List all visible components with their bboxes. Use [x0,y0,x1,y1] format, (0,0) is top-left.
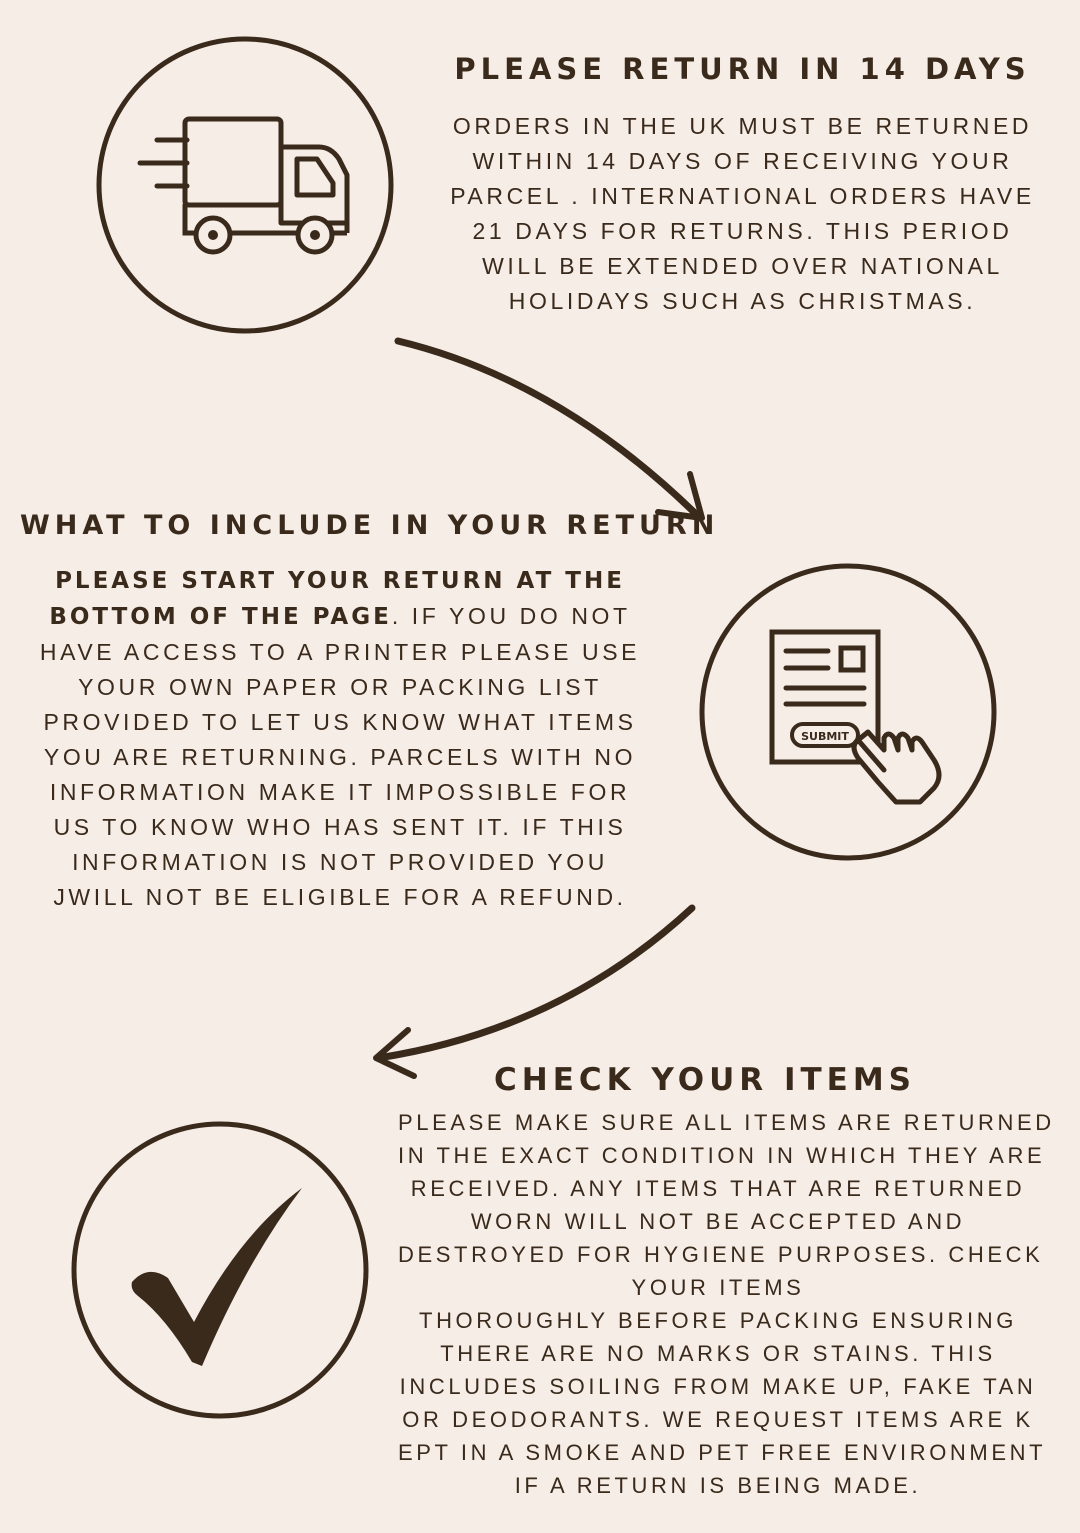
text-line: THOROUGHLY BEFORE PACKING ENSURING [419,1308,1017,1333]
what-to-include-title: WHAT TO INCLUDE IN YOUR RETURN [20,510,720,541]
text-line: PLEASE MAKE SURE ALL ITEMS ARE RETURNED [398,1110,1055,1135]
text-line: OR DEODORANTS. WE REQUEST ITEMS ARE K [402,1407,1034,1432]
text-line: YOU ARE RETURNING. PARCELS WITH NO [43,744,637,770]
text-line: YOUR ITEMS [631,1275,805,1300]
submit-button-label: SUBMIT [801,730,849,743]
text-line: HAVE ACCESS TO A PRINTER PLEASE USE [39,639,641,665]
text-line: . IF YOU DO NOT [391,603,631,629]
text-line: JWILL NOT BE ELIGIBLE FOR A REFUND. [53,884,627,910]
text-line: ORDERS IN THE UK MUST BE RETURNED [452,113,1033,139]
text-line: WILL BE EXTENDED OVER NATIONAL [482,253,1003,279]
return-window-text [440,109,1045,319]
bold-instruction-1: PLEASE START YOUR RETURN AT THE [55,568,625,594]
text-line: WORN WILL NOT BE ACCEPTED AND [470,1209,966,1234]
text-line: INCLUDES SOILING FROM MAKE UP, FAKE TAN [399,1374,1037,1399]
text-line: PROVIDED TO LET US KNOW WHAT ITEMS [43,709,637,735]
text-line: IN THE EXACT CONDITION IN WHICH THEY ARE [398,1143,1046,1168]
text-line: IF A RETURN IS BEING MADE. [514,1473,922,1498]
form-submit-icon [698,562,998,862]
text-line: INFORMATION MAKE IT IMPOSSIBLE FOR [49,779,631,805]
text-line: 21 DAYS FOR RETURNS. THIS PERIOD [472,218,1013,244]
text-line: EPT IN A SMOKE AND PET FREE ENVIRONMENT [398,1440,1047,1465]
checkmark-icon [70,1122,370,1422]
text-line: WITHIN 14 DAYS OF RECEIVING YOUR [472,148,1013,174]
text-line: RECEIVED. ANY ITEMS THAT ARE RETURNED [410,1176,1026,1201]
what-to-include-text [20,563,660,915]
text-line: THERE ARE NO MARKS OR STAINS. THIS [440,1341,996,1366]
text-line: US TO KNOW WHO HAS SENT IT. IF THIS [53,814,627,840]
text-line: HOLIDAYS SUCH AS CHRISTMAS. [508,288,977,314]
check-items-title: CHECK YOUR ITEMS [494,1062,916,1098]
text-line: INFORMATION IS NOT PROVIDED YOU [72,849,608,875]
text-line: DESTROYED FOR HYGIENE PURPOSES. CHECK [398,1242,1044,1267]
check-items-text [398,1106,1055,1502]
delivery-truck-icon [95,37,395,337]
bold-instruction-2: BOTTOM OF THE PAGE [49,604,392,630]
text-line: PARCEL . INTERNATIONAL ORDERS HAVE [450,183,1035,209]
text-line: YOUR OWN PAPER OR PACKING LIST [78,674,602,700]
return-window-title: PLEASE RETURN IN 14 DAYS [454,52,1031,86]
